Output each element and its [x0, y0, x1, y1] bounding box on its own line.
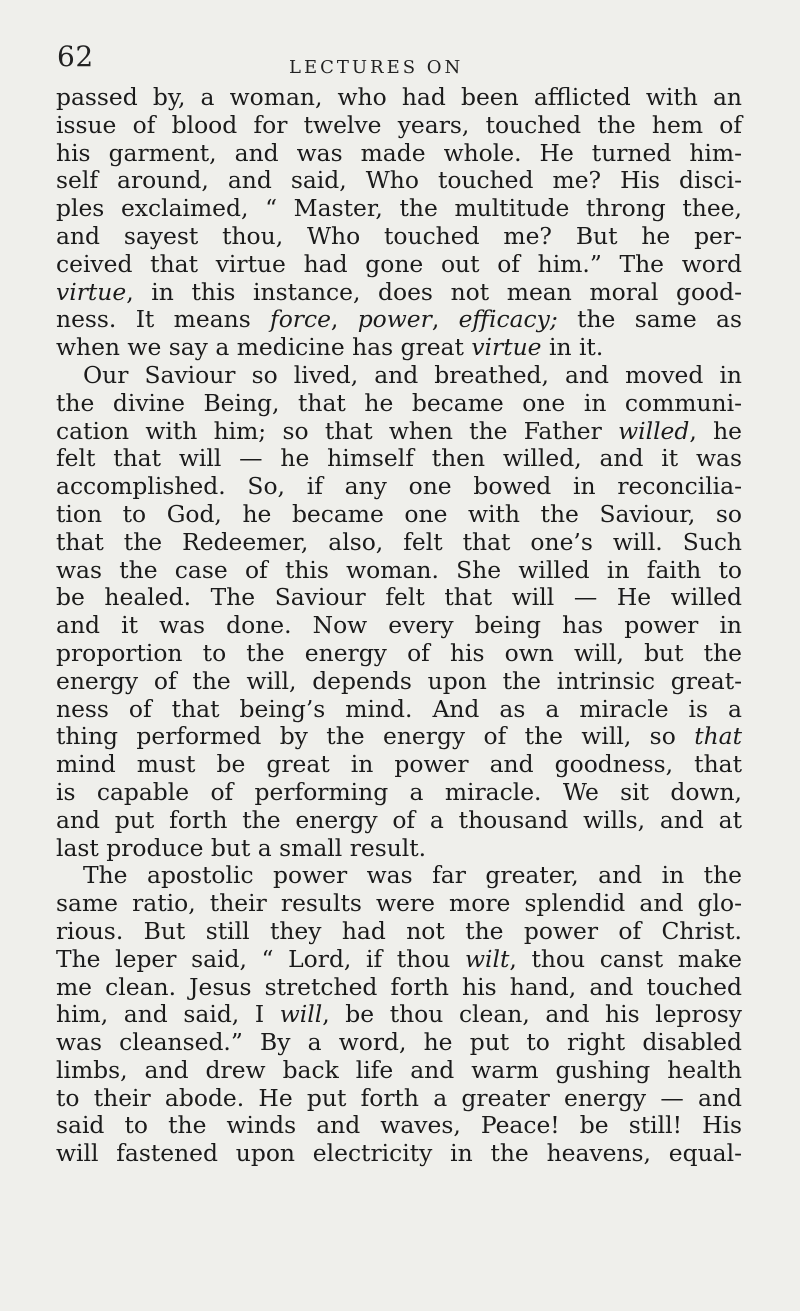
text-segment: said to the winds and waves, Peace! be still! His	[56, 1111, 742, 1140]
text-line	[56, 1029, 742, 1057]
text-segment: mind must be great in power and goodness, that	[56, 750, 742, 779]
text-segment: was cleansed.” By a word, he put to right disabled	[56, 1028, 742, 1057]
text-segment: passed by, a woman, who had been afflicted with an	[56, 83, 742, 111]
text-line	[56, 306, 742, 334]
text-segment: proportion to the energy of his own will, but the	[56, 638, 742, 667]
text-segment: energy of the will, depends upon the intrinsic great-	[56, 666, 742, 695]
text-segment: ples exclaimed, “ Master, the multitude throng thee,	[56, 194, 742, 223]
text-line	[56, 1140, 742, 1168]
text-line	[56, 890, 742, 918]
italic-text: efficacy;	[458, 305, 558, 334]
text-segment: the divine Being, that he became one in communi-	[56, 388, 742, 417]
text-segment: is capable of performing a miracle. We sit down,	[56, 777, 742, 806]
text-segment: same ratio, their results were more splendid and glo-	[56, 889, 742, 918]
text-line	[56, 779, 742, 807]
text-line	[56, 473, 742, 501]
text-line	[56, 390, 742, 418]
text-line	[56, 1112, 742, 1140]
text-line	[56, 418, 742, 446]
text-line	[56, 807, 742, 835]
text-segment: ness of that being’s mind. And as a miracle is a	[56, 694, 742, 723]
text-segment: rious. But still they had not the power of Christ.	[56, 916, 742, 945]
text-line	[56, 84, 742, 112]
text-segment: will fastened upon electricity in the heavens, equal-	[56, 1139, 742, 1168]
text-segment: thing performed by the energy of the will, so	[56, 722, 695, 751]
text-line	[56, 529, 742, 557]
text-line	[56, 557, 742, 585]
text-segment: The leper said, “ Lord, if thou	[56, 944, 465, 973]
text-segment: felt that will — he himself then willed, and it was	[56, 444, 742, 473]
text-segment: , he	[689, 416, 742, 445]
text-segment: and sayest thou, Who touched me? But he per-	[56, 221, 742, 250]
text-segment: accomplished. So, if any one bowed in reconcilia-	[56, 472, 742, 501]
text-line	[56, 584, 742, 612]
text-line	[56, 279, 742, 307]
text-segment: , in this instance, does not mean moral good-	[126, 277, 742, 306]
text-line	[56, 112, 742, 140]
text-segment: , be thou clean, and his leprosy	[322, 1000, 742, 1029]
text-segment: , thou canst make	[509, 944, 742, 973]
text-segment: cation with him; so that when the Father	[56, 416, 619, 445]
text-segment: in it.	[541, 333, 604, 362]
text-line	[56, 1085, 742, 1113]
text-segment: to their abode. He put forth a greater energy — and	[56, 1083, 742, 1112]
text-line	[56, 974, 742, 1002]
text-segment: and it was done. Now every being has power in	[56, 611, 742, 640]
text-line	[56, 723, 742, 751]
text-line	[56, 640, 742, 668]
text-segment: last produce but a small result.	[56, 833, 427, 862]
text-line	[56, 167, 742, 195]
text-segment: self around, and said, Who touched me? His disci-	[56, 166, 742, 195]
text-segment: was the case of this woman. She willed in faith to	[56, 555, 742, 584]
text-line	[56, 223, 742, 251]
text-line	[56, 1057, 742, 1085]
text-line	[56, 251, 742, 279]
italic-text: will	[279, 1000, 323, 1029]
text-segment: when we say a medicine has great	[56, 333, 472, 362]
text-line	[56, 334, 742, 362]
italic-text: willed	[618, 416, 690, 445]
text-line	[56, 1001, 742, 1029]
text-segment: ,	[330, 305, 358, 334]
italic-text: power	[357, 305, 432, 334]
italic-text: force	[270, 305, 331, 334]
text-line	[56, 140, 742, 168]
text-line	[56, 668, 742, 696]
text-line	[56, 362, 742, 390]
text-segment: me clean. Jesus stretched forth his hand, and touched	[56, 972, 742, 1001]
text-segment: and put forth the energy of a thousand wills, and at	[56, 805, 742, 834]
text-segment: ,	[431, 305, 459, 334]
running-head: LECTURES ON	[289, 57, 464, 78]
page-number: 62	[57, 40, 94, 73]
text-segment: him, and said, I	[56, 1000, 280, 1029]
text-line	[56, 918, 742, 946]
body-text	[56, 84, 742, 1168]
text-line	[56, 946, 742, 974]
text-segment: Our Saviour so lived, and breathed, and moved in	[83, 360, 742, 389]
text-segment: issue of blood for twelve years, touched the hem of	[56, 110, 742, 139]
text-line	[56, 862, 742, 890]
text-segment: his garment, and was made whole. He turned him-	[56, 138, 742, 167]
text-segment: ceived that virtue had gone out of him.” The word	[56, 249, 742, 278]
text-segment: tion to God, he became one with the Saviour, so	[56, 499, 742, 528]
text-line	[56, 501, 742, 529]
italic-text: wilt	[465, 944, 510, 973]
text-segment: ness. It means	[56, 305, 271, 334]
text-line	[56, 696, 742, 724]
text-line	[56, 612, 742, 640]
text-line	[56, 835, 742, 863]
italic-text: that	[694, 722, 742, 751]
text-segment: The apostolic power was far greater, and in the	[83, 861, 742, 890]
text-segment: limbs, and drew back life and warm gushing health	[56, 1055, 742, 1084]
italic-text: virtue	[471, 333, 542, 362]
italic-text: virtue	[56, 277, 127, 306]
text-line	[56, 751, 742, 779]
text-segment: that the Redeemer, also, felt that one’s will. Such	[56, 527, 742, 556]
text-line	[56, 195, 742, 223]
text-line	[56, 445, 742, 473]
text-segment: be healed. The Saviour felt that will — He willed	[56, 583, 742, 612]
text-segment: the same as	[557, 305, 742, 334]
